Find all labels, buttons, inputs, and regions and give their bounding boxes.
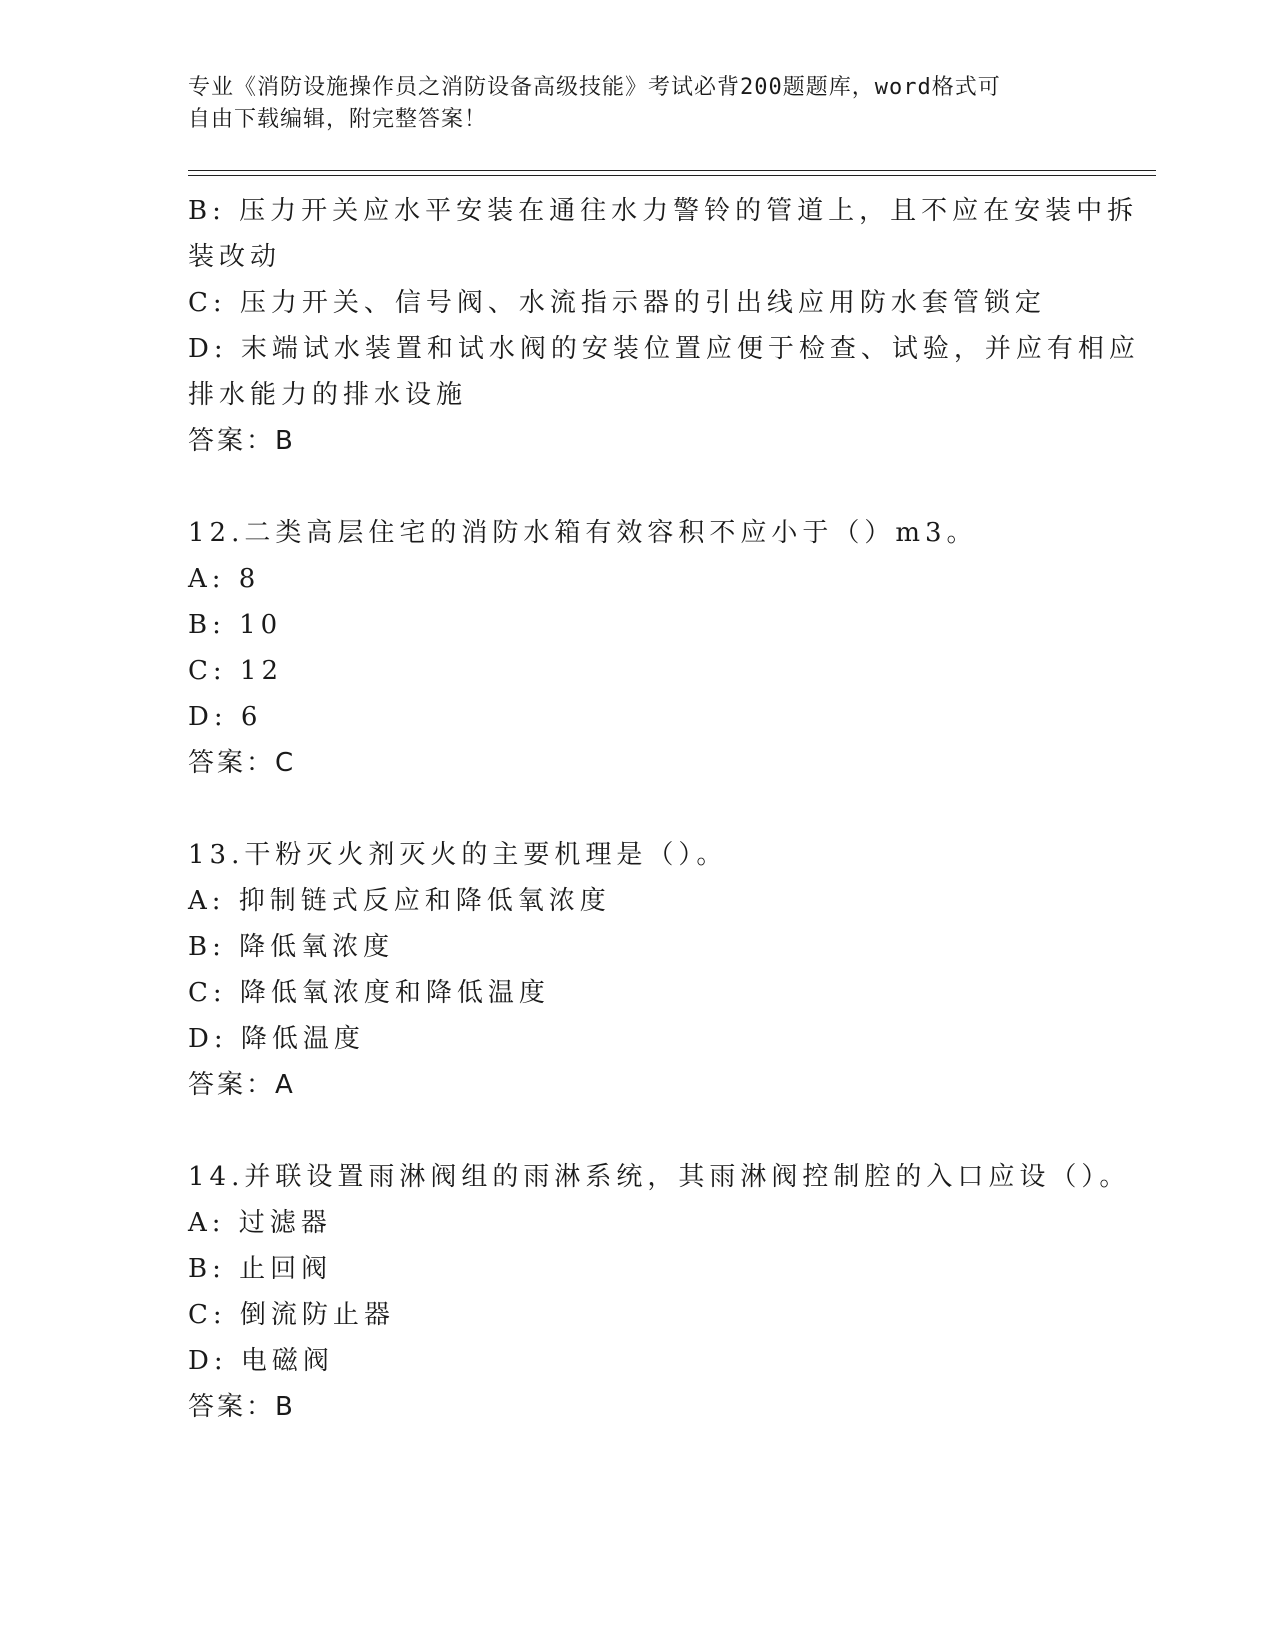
header-divider-top [188,170,1156,171]
answer: 答案：A [188,1070,296,1100]
option-a: A: 抑制链式反应和降低氧浓度 [188,886,611,916]
question-14 [188,1154,1131,1430]
option-b: B: 止回阀 [188,1254,333,1284]
question-stem: 14.并联设置雨淋阀组的雨淋系统，其雨淋阀控制腔的入口应设（）。 [188,1162,1131,1192]
continued-question [188,188,1140,464]
answer: 答案：C [188,748,297,778]
option-b: B: 降低氧浓度 [188,932,395,962]
option-c: C: 压力开关、信号阀、水流指示器的引出线应用防水套管锁定 [188,288,1046,318]
option-b-line-1: B: 压力开关应水平安装在通往水力警铃的管道上，且不应在安装中拆 [188,196,1139,226]
option-d: D: 电磁阀 [188,1346,334,1376]
answer: 答案：B [188,1392,296,1422]
question-12 [188,510,1088,786]
option-a: A: 8 [188,564,261,594]
header-line-2: 自由下载编辑，附完整答案！ [188,107,488,132]
option-c: C: 降低氧浓度和降低温度 [188,978,550,1008]
option-c: C: 倒流防止器 [188,1300,395,1330]
option-d-line-2: 排水能力的排水设施 [188,380,468,410]
header-line-1: 专业《消防设施操作员之消防设备高级技能》考试必背200题题库，word格式可 [188,75,1001,100]
header-divider-bottom [188,175,1156,176]
document-body [188,188,1140,1430]
answer: 答案：B [188,426,296,456]
option-d: D: 降低温度 [188,1024,365,1054]
question-13 [188,832,1088,1108]
question-stem: 12.二类高层住宅的消防水箱有效容积不应小于（）m3。 [188,518,978,548]
option-a: A: 过滤器 [188,1208,332,1238]
option-b: B: 10 [188,610,283,640]
option-d: D: 6 [188,702,263,732]
option-d-line-1: D: 末端试水装置和试水阀的安装位置应便于检查、试验，并应有相应 [188,334,1140,364]
option-b-line-2: 装改动 [188,242,282,272]
option-c: C: 12 [188,656,284,686]
document-header [188,72,1088,136]
question-stem: 13.干粉灭火剂灭火的主要机理是（）。 [188,840,728,870]
